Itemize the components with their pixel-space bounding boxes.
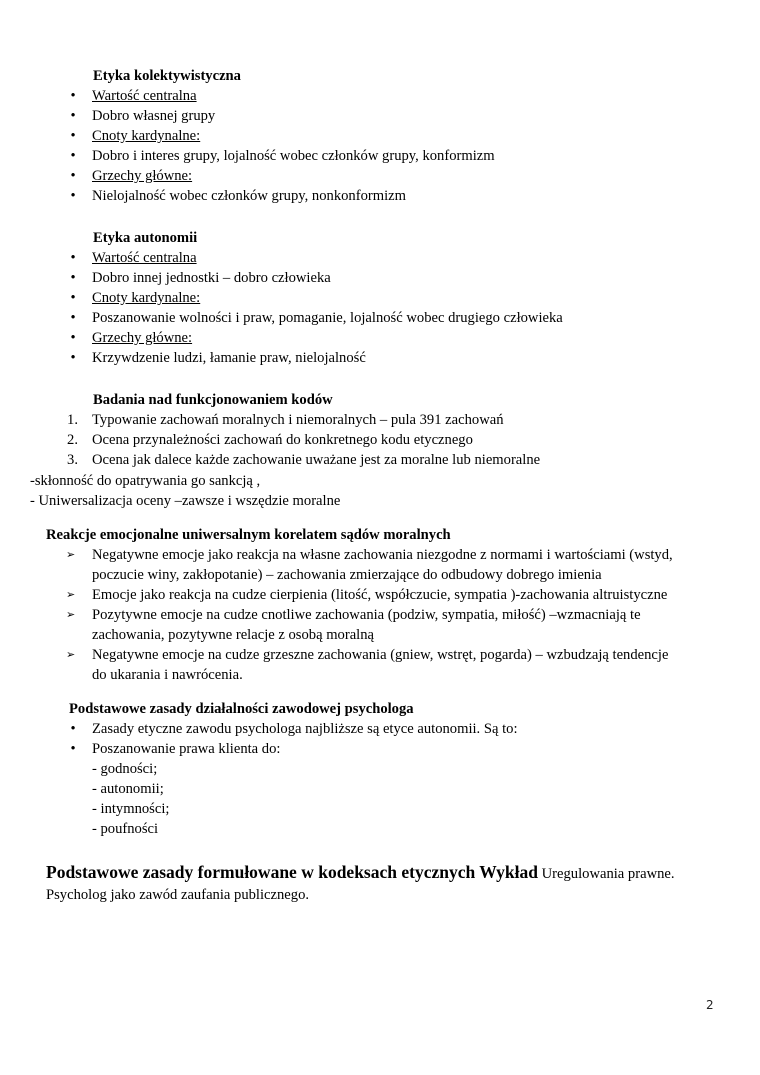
bullet-icon: • bbox=[70, 290, 76, 306]
right-item: - poufności bbox=[92, 821, 159, 837]
bullet-icon: • bbox=[70, 148, 76, 164]
list-item: Krzywdzenie ludzi, łamanie praw, nielojalność bbox=[92, 350, 366, 366]
arrow-bullet-icon: ➢ bbox=[66, 549, 76, 561]
closing-heading: Podstawowe zasady formułowane w kodeksach etycznych Wykład bbox=[46, 862, 538, 882]
list-number: 2. bbox=[67, 432, 78, 448]
list-item-continuation: do ukarania i nawrócenia. bbox=[92, 667, 243, 683]
list-item: Poszanowanie prawa klienta do: bbox=[92, 741, 281, 757]
list-item-continuation: zachowania, pozytywne relacje z osobą moralną bbox=[92, 627, 375, 643]
list-item: Emocje jako reakcja na cudze cierpienia (litość, współczucie, sympatia )-zachowania altruistyczne bbox=[92, 587, 668, 603]
bullet-icon: • bbox=[70, 88, 76, 104]
list-item: Ocena przynależności zachowań do konkretnego kodu etycznego bbox=[92, 432, 473, 448]
list-item: Negatywne emocje jako reakcja na własne zachowania niezgodne z normami i wartościami (wstyd, bbox=[92, 547, 673, 563]
dash-item: - Uniwersalizacja oceny –zawsze i wszędzie moralne bbox=[30, 493, 341, 509]
section-heading-emotions: Reakcje emocjonalne uniwersalnym korelatem sądów moralnych bbox=[46, 527, 451, 543]
arrow-bullet-icon: ➢ bbox=[66, 649, 76, 661]
dash-item: -skłonność do opatrywania go sankcją , bbox=[30, 473, 261, 489]
section-heading-autonomy: Etyka autonomii bbox=[93, 230, 198, 246]
list-item: Poszanowanie wolności i praw, pomaganie, lojalność wobec drugiego człowieka bbox=[92, 310, 563, 326]
bullet-icon: • bbox=[70, 310, 76, 326]
list-number: 3. bbox=[67, 452, 78, 468]
list-item: Pozytywne emocje na cudze cnotliwe zachowania (podziw, sympatia, miłość) –wzmacniają te bbox=[92, 607, 641, 623]
bullet-icon: • bbox=[70, 350, 76, 366]
list-item: Nielojalność wobec członków grupy, nonkonformizm bbox=[92, 188, 406, 204]
list-number: 1. bbox=[67, 412, 78, 428]
bullet-icon: • bbox=[70, 168, 76, 184]
list-item: Negatywne emocje na cudze grzeszne zachowania (gniew, wstręt, pogarda) – wzbudzają tendencje bbox=[92, 647, 669, 663]
page-number: 2 bbox=[706, 998, 714, 1012]
list-item: Wartość centralna bbox=[92, 88, 197, 104]
bullet-icon: • bbox=[70, 128, 76, 144]
list-item: Zasady etyczne zawodu psychologa najbliższe są etyce autonomii. Są to: bbox=[92, 721, 518, 737]
bullet-icon: • bbox=[70, 721, 76, 737]
section-heading-research: Badania nad funkcjonowaniem kodów bbox=[93, 392, 333, 408]
list-item: Dobro własnej grupy bbox=[92, 108, 216, 124]
list-item: Cnoty kardynalne: bbox=[92, 128, 201, 144]
right-item: - godności; bbox=[92, 761, 158, 777]
bullet-icon: • bbox=[70, 741, 76, 757]
bullet-icon: • bbox=[70, 188, 76, 204]
arrow-bullet-icon: ➢ bbox=[66, 589, 76, 601]
section-heading-collectivist: Etyka kolektywistyczna bbox=[93, 68, 241, 84]
bullet-icon: • bbox=[70, 330, 76, 346]
right-item: - autonomii; bbox=[92, 781, 164, 797]
list-item: Grzechy główne: bbox=[92, 330, 193, 346]
section-heading-principles: Podstawowe zasady działalności zawodowej psychologa bbox=[69, 701, 414, 717]
list-item: Cnoty kardynalne: bbox=[92, 290, 201, 306]
bullet-icon: • bbox=[70, 108, 76, 124]
closing-text: Uregulowania prawne. bbox=[537, 866, 675, 882]
list-item: Grzechy główne: bbox=[92, 168, 193, 184]
arrow-bullet-icon: ➢ bbox=[66, 609, 76, 621]
bullet-icon: • bbox=[70, 250, 76, 266]
list-item: Typowanie zachowań moralnych i niemoralnych – pula 391 zachowań bbox=[92, 412, 504, 428]
list-item: Dobro innej jednostki – dobro człowieka bbox=[92, 270, 331, 286]
list-item: Wartość centralna bbox=[92, 250, 197, 266]
list-item-continuation: poczucie winy, zakłopotanie) – zachowania zmierzające do odbudowy dobrego imienia bbox=[92, 567, 602, 583]
closing-text-line2: Psycholog jako zawód zaufania publicznego. bbox=[46, 887, 310, 903]
list-item: Dobro i interes grupy, lojalność wobec członków grupy, konformizm bbox=[92, 148, 495, 164]
right-item: - intymności; bbox=[92, 801, 170, 817]
list-item: Ocena jak dalece każde zachowanie uważane jest za moralne lub niemoralne bbox=[92, 452, 541, 468]
bullet-icon: • bbox=[70, 270, 76, 286]
closing-paragraph bbox=[46, 862, 675, 884]
